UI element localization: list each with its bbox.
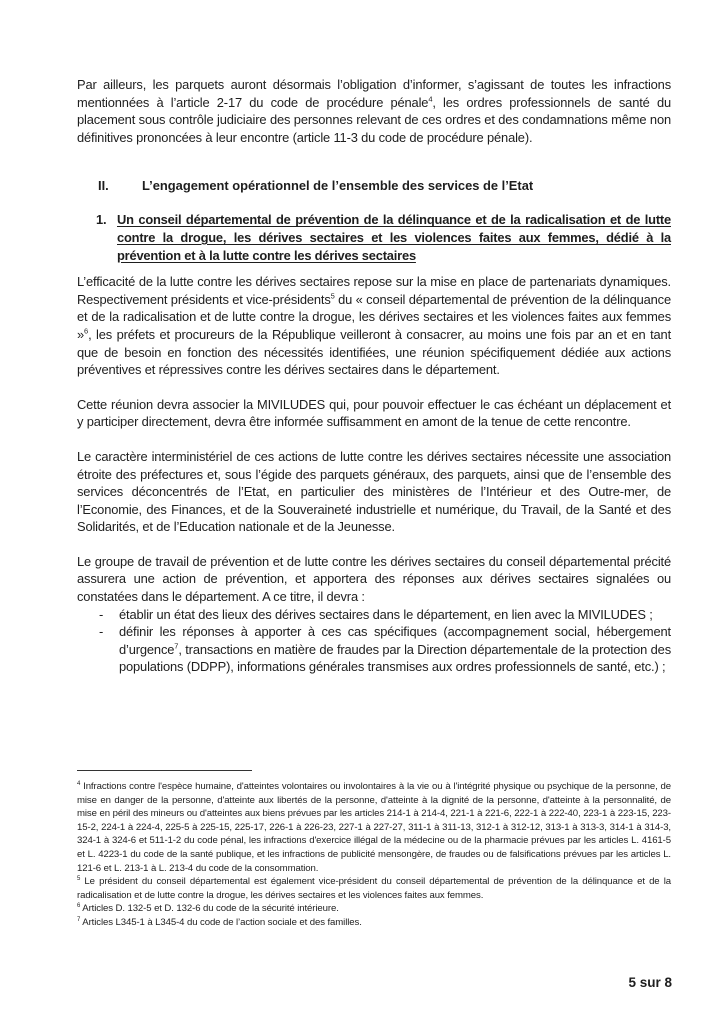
paragraph-miviludes-reunion: Cette réunion devra associer la MIVILUDES qui, pour pouvoir effectuer le cas échéant un déplacement et y participer directement, devra être informée suffisamment en amont de la tenue de cette rencontre. [77, 396, 671, 430]
list-item-text: établir un état des lieux des dérives sectaires dans le département, en lien avec la MIVILUDES ; [119, 606, 653, 622]
footnote-number: 4 [77, 780, 81, 787]
section-number: II. [98, 178, 109, 194]
paragraph-efficacite [77, 273, 671, 379]
list-item [77, 623, 671, 676]
footnote-text: Infractions contre l'espèce humaine, d'atteintes volontaires ou involontaires à la vie ou à l'intégrité physique ou psychique de la personne, de mise en danger de la personne, d'atteinte aux libertés de la personne, d'atteinte à la dignité de la personne, d'atteinte à la personnalité, de mise en péril des mineurs ou d'atteintes aux biens prévues par les articles 214-1 à 214-4, 221-1 à 221-6, 222-1 à 222-40, 223-1 à 223-15, 223-15-2, 224-1 à 224-4, 225-5 à 225-15, 225-17, 226-1 à 226-23, 227-1 à 227-27, 311-1 à 311-13, 312-1 à 312-12, 313-1 à 313-3, 314-1 à 314-3, 324-1 à 324-6 et 511-1-2 du code pénal, les infractions d'exercice illégal de la médecine ou de la pharmacie prévues par les articles L. 4161-5 et L. 4223-1 du code de la santé publique, et les infractions de publicité mensongère, de fraudes ou de falsifications prévues par les articles L. 121-6 et L. 213-1 à L. 213-4 du code de la consommation. [77, 781, 671, 874]
paragraph-text: , les ordres professionnels de santé du placement sous contrôle judiciaire des personnes relevant de ces ordres et des condamnations même non définitives prononcées à leur encontre (article 11-3 du code de procédure pénale). [77, 94, 671, 145]
footnote-5 [77, 875, 671, 902]
footnotes [77, 780, 671, 930]
paragraph-groupe-travail: Le groupe de travail de prévention et de lutte contre les dérives sectaires du conseil départemental précité assurera une action de prévention, et apportera des réponses aux dérives sectaires signalées ou constatées dans le département. A ce titre, il devra : [77, 553, 671, 605]
paragraph-text: L’efficacité de la lutte contre les dérives sectaires repose sur la mise en place de partenariats dynamiques. Respectivement présidents et vice-présidents [77, 274, 671, 307]
paragraph-parquets-obligation [77, 76, 671, 146]
paragraph-text: , les préfets et procureurs de la République veilleront à consacrer, au moins une fois par an et en tant que de besoin en fonction des nécessités identifiées, une réunion spécifiquement dédiée aux actions préventives et répressives contre les dérives sectaires dans le département. [77, 326, 671, 378]
footnote-ref-5[interactable]: 5 [330, 291, 335, 301]
list-item-text: , transactions en matière de fraudes par la Direction départementale de la protection des populations (DDPP), informations générales transmises aux ordres professionnels de santé, etc.) ; [119, 641, 671, 675]
footnote-number: 5 [77, 875, 81, 882]
subsection-heading [77, 211, 671, 264]
list-item-text: définir les réponses à apporter à ces cas spécifiques (accompagnement social, hébergement d’urgence [119, 624, 671, 657]
list-item [77, 606, 671, 624]
footnote-separator [77, 770, 252, 771]
footnote-ref-6[interactable]: 6 [84, 326, 89, 336]
paragraph-interministeriel: Le caractère interministériel de ces actions de lutte contre les dérives sectaires nécessite une association étroite des préfectures et, sous l’égide des parquets généraux, des parquets, ainsi que de l’ensemble des services déconcentrés de l’Etat, en particulier des ministères de l’Intérieur et des Outre-mer, de l’Economie, des Finances, et de la Souveraineté industrielle et numérique, du Travail, de la Santé et des Solidarités, et de l’Education nationale et de la Jeunesse. [77, 448, 671, 535]
footnote-4 [77, 780, 671, 875]
paragraph-text: Par ailleurs, les parquets auront désormais l’obligation d’informer, s’agissant de toutes les infractions mentionnées à l’article 2-17 du code de procédure pénale [77, 77, 671, 110]
document-body [77, 76, 671, 676]
section-heading [77, 177, 671, 195]
page-number: 5 sur 8 [628, 975, 672, 990]
subsection-number: 1. [96, 212, 107, 228]
section-title: L’engagement opérationnel de l’ensemble des services de l’Etat [142, 178, 534, 194]
subsection-title: Un conseil départemental de prévention de la délinquance et de la radicalisation et de lutte contre la drogue, les dérives sectaires et les violences faites aux femmes, dédié à la prévention et à la lutte contre les dérives sectaires [117, 212, 671, 263]
footnote-ref-7[interactable]: 7 [174, 641, 179, 651]
action-list [77, 606, 671, 676]
footnote-number: 6 [77, 903, 81, 910]
dash-bullet-icon: - [99, 624, 104, 640]
footnote-text: Le président du conseil départemental est également vice-président du conseil départemental de prévention de la délinquance et de la radicalisation et de lutte contre la drogue, les dérives sectaires et les violences faites aux femmes. [77, 876, 671, 901]
footnote-ref-4[interactable]: 4 [428, 94, 433, 104]
dash-bullet-icon: - [99, 606, 104, 622]
footnote-text: Articles D. 132-5 et D. 132-6 du code de la sécurité intérieure. [80, 903, 339, 915]
footnote-number: 7 [77, 916, 81, 923]
footnote-6 [77, 902, 671, 916]
paragraph-text: du « conseil départemental de prévention de la délinquance et de la radicalisation et de lutte contre la drogue, les dérives sectaires et les violences faites aux femmes » [77, 291, 671, 342]
footnote-7 [77, 916, 671, 930]
footnote-text: Articles L345-1 à L345-4 du code de l’action sociale et des familles. [80, 916, 362, 928]
